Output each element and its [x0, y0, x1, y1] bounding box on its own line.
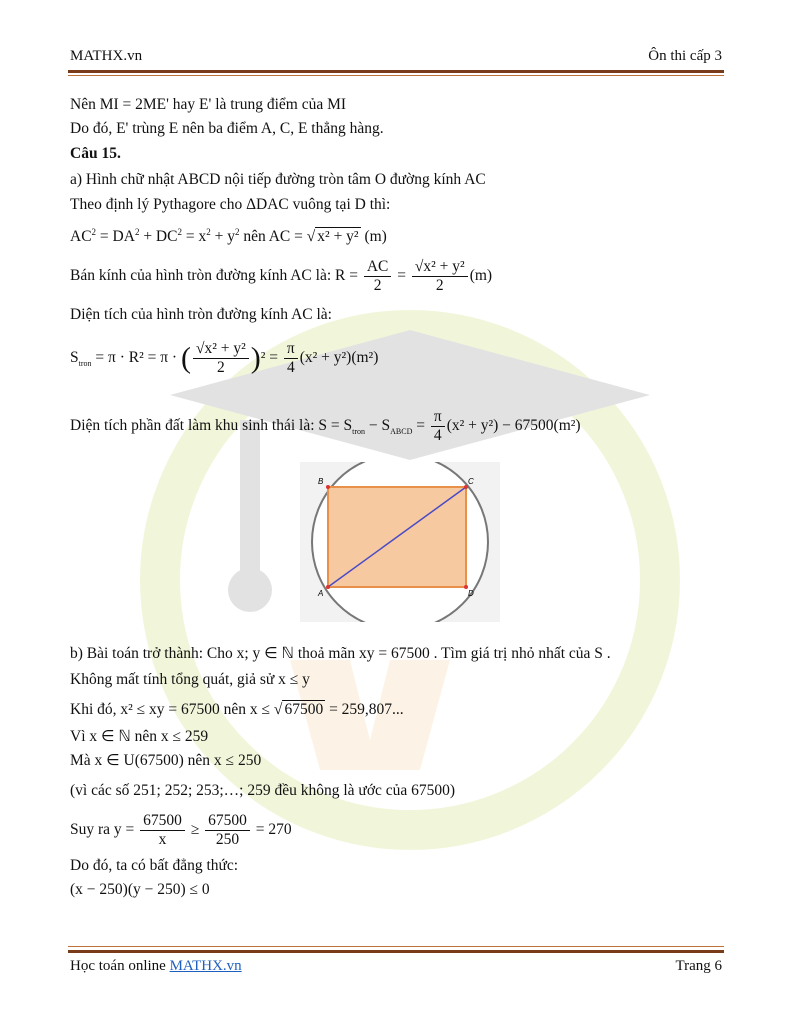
rectangle-in-circle-figure	[300, 462, 500, 622]
f7-num1: AC	[364, 258, 392, 277]
label-a: A	[318, 589, 324, 598]
page-header	[70, 48, 722, 68]
f7-eq: =	[393, 267, 410, 285]
label-b: B	[318, 477, 324, 486]
f6-sqrt: x² + y²	[317, 228, 359, 246]
f9-num: √x² + y²	[193, 340, 249, 359]
line-6-formula: $AC^2 = DA^2 + DC^2 = x^2 + y^2$ nên AC = √ x² + y² (m)	[70, 227, 387, 246]
question-title: Câu 15.	[70, 145, 121, 162]
f9-text: = π · R² = π ·	[91, 349, 181, 367]
f10-tail: (x² + y²) − 67500(m²)	[446, 417, 581, 435]
footer-link[interactable]: MATHX.vn	[169, 958, 242, 974]
f7-unit: (m)	[469, 267, 493, 285]
page-number: Trang 6	[675, 958, 722, 974]
line-13: Khi đó, x² ≤ xy = 67500 nên x ≤ √ 67500 = 259,807...	[70, 701, 404, 718]
line-15: Mà x ∈ U(67500) nên x ≤ 250	[70, 752, 262, 769]
f17-num2: 67500	[205, 812, 250, 831]
f7-text: Bán kính của hình tròn đường kính AC là: R =	[70, 267, 362, 285]
line-7-formula	[70, 258, 492, 295]
label-d: D	[468, 589, 474, 598]
f9-den: 2	[216, 359, 225, 376]
line-16: (vì các số 251; 252; 253;…; 259 đều không là ước của 67500)	[70, 782, 456, 799]
f6-unit: (m)	[360, 228, 387, 246]
f17-tail: = 270	[251, 821, 292, 839]
f13-sqrt: 67500	[284, 701, 324, 718]
f9-tail: (x² + y²)(m²)	[299, 349, 379, 367]
line-19: (x − 250)(y − 250) ≤ 0	[70, 881, 210, 898]
f6-dc: + DC	[139, 228, 178, 246]
f17-text: Suy ra y =	[70, 821, 139, 839]
line-17	[70, 812, 292, 849]
f6-da: = DA	[96, 228, 135, 246]
line-4: a) Hình chữ nhật ABCD nội tiếp đường tròn tâm O đường kính AC	[70, 171, 486, 188]
line-9-formula: $S_{tron} = \pi \cdot R^2 = \pi$ · ( $\frac{\text{√x² + y²}}{2}$ )² = $\frac{\pi}{4}$ (x² + y²)(m²)	[70, 340, 379, 376]
page-footer	[70, 958, 722, 978]
line-2: Do đó, E' trùng E nên ba điểm A, C, E thẳng hàng.	[70, 120, 384, 137]
line-12: Không mất tính tổng quát, giả sử x ≤ y	[70, 671, 310, 688]
f13-text: Khi đó, x² ≤ xy = 67500 nên x ≤	[70, 701, 274, 718]
f17-den1: x	[158, 831, 167, 848]
f17-num1: 67500	[140, 812, 185, 831]
footer-rule-thin	[68, 946, 724, 947]
f6-x: = x	[181, 228, 207, 246]
f10-text: Diện tích phần đất làm khu sinh thái là: S = S	[70, 417, 353, 435]
f6-text: nên AC =	[239, 228, 307, 246]
f9-pi: π	[284, 340, 298, 359]
f10-eq: =	[412, 417, 429, 435]
f9-sub: tron	[78, 359, 92, 369]
f13-tail: = 259,807...	[325, 701, 404, 718]
f9-4: 4	[286, 359, 295, 376]
f10-sub1: tron	[352, 427, 366, 437]
f17-den2: 250	[215, 831, 240, 848]
header-rule	[68, 70, 724, 73]
line-18: Do đó, ta có bất đẳng thức:	[70, 857, 239, 874]
f10-minus: − S	[365, 417, 391, 435]
header-rule-thin	[68, 75, 724, 76]
f6-ac: AC	[70, 228, 92, 246]
footer-rule	[68, 950, 724, 953]
header-site: MATHX.vn	[70, 48, 143, 64]
line-11: b) Bài toán trở thành: Cho x; y ∈ ℕ thoả mãn xy = 67500 . Tìm giá trị nhỏ nhất của S .	[70, 645, 611, 662]
f10-4: 4	[433, 427, 442, 444]
f7-den2: 2	[435, 277, 444, 294]
f6-y: + y	[210, 228, 235, 246]
footer-left	[70, 958, 242, 975]
f9-pow: ² =	[260, 349, 282, 367]
footer-prefix: Học toán online	[70, 958, 170, 974]
f10-pi: π	[431, 408, 445, 427]
line-10-formula	[70, 408, 581, 445]
line-5: Theo định lý Pythagore cho ΔDAC vuông tại D thì:	[70, 196, 391, 213]
line-1: Nên MI = 2ME' hay E' là trung điểm của MI	[70, 96, 347, 113]
f17-geq: ≥	[186, 821, 204, 839]
label-c: C	[468, 477, 474, 486]
f9-s: S	[70, 349, 79, 367]
header-course: Ôn thi cấp 3	[648, 48, 722, 64]
f7-den1: 2	[373, 277, 382, 294]
line-14: Vì x ∈ ℕ nên x ≤ 259	[70, 728, 209, 745]
f10-sub2: ABCD	[390, 427, 413, 437]
line-8: Diện tích của hình tròn đường kính AC là:	[70, 306, 332, 323]
f7-num2: √x² + y²	[412, 258, 468, 277]
